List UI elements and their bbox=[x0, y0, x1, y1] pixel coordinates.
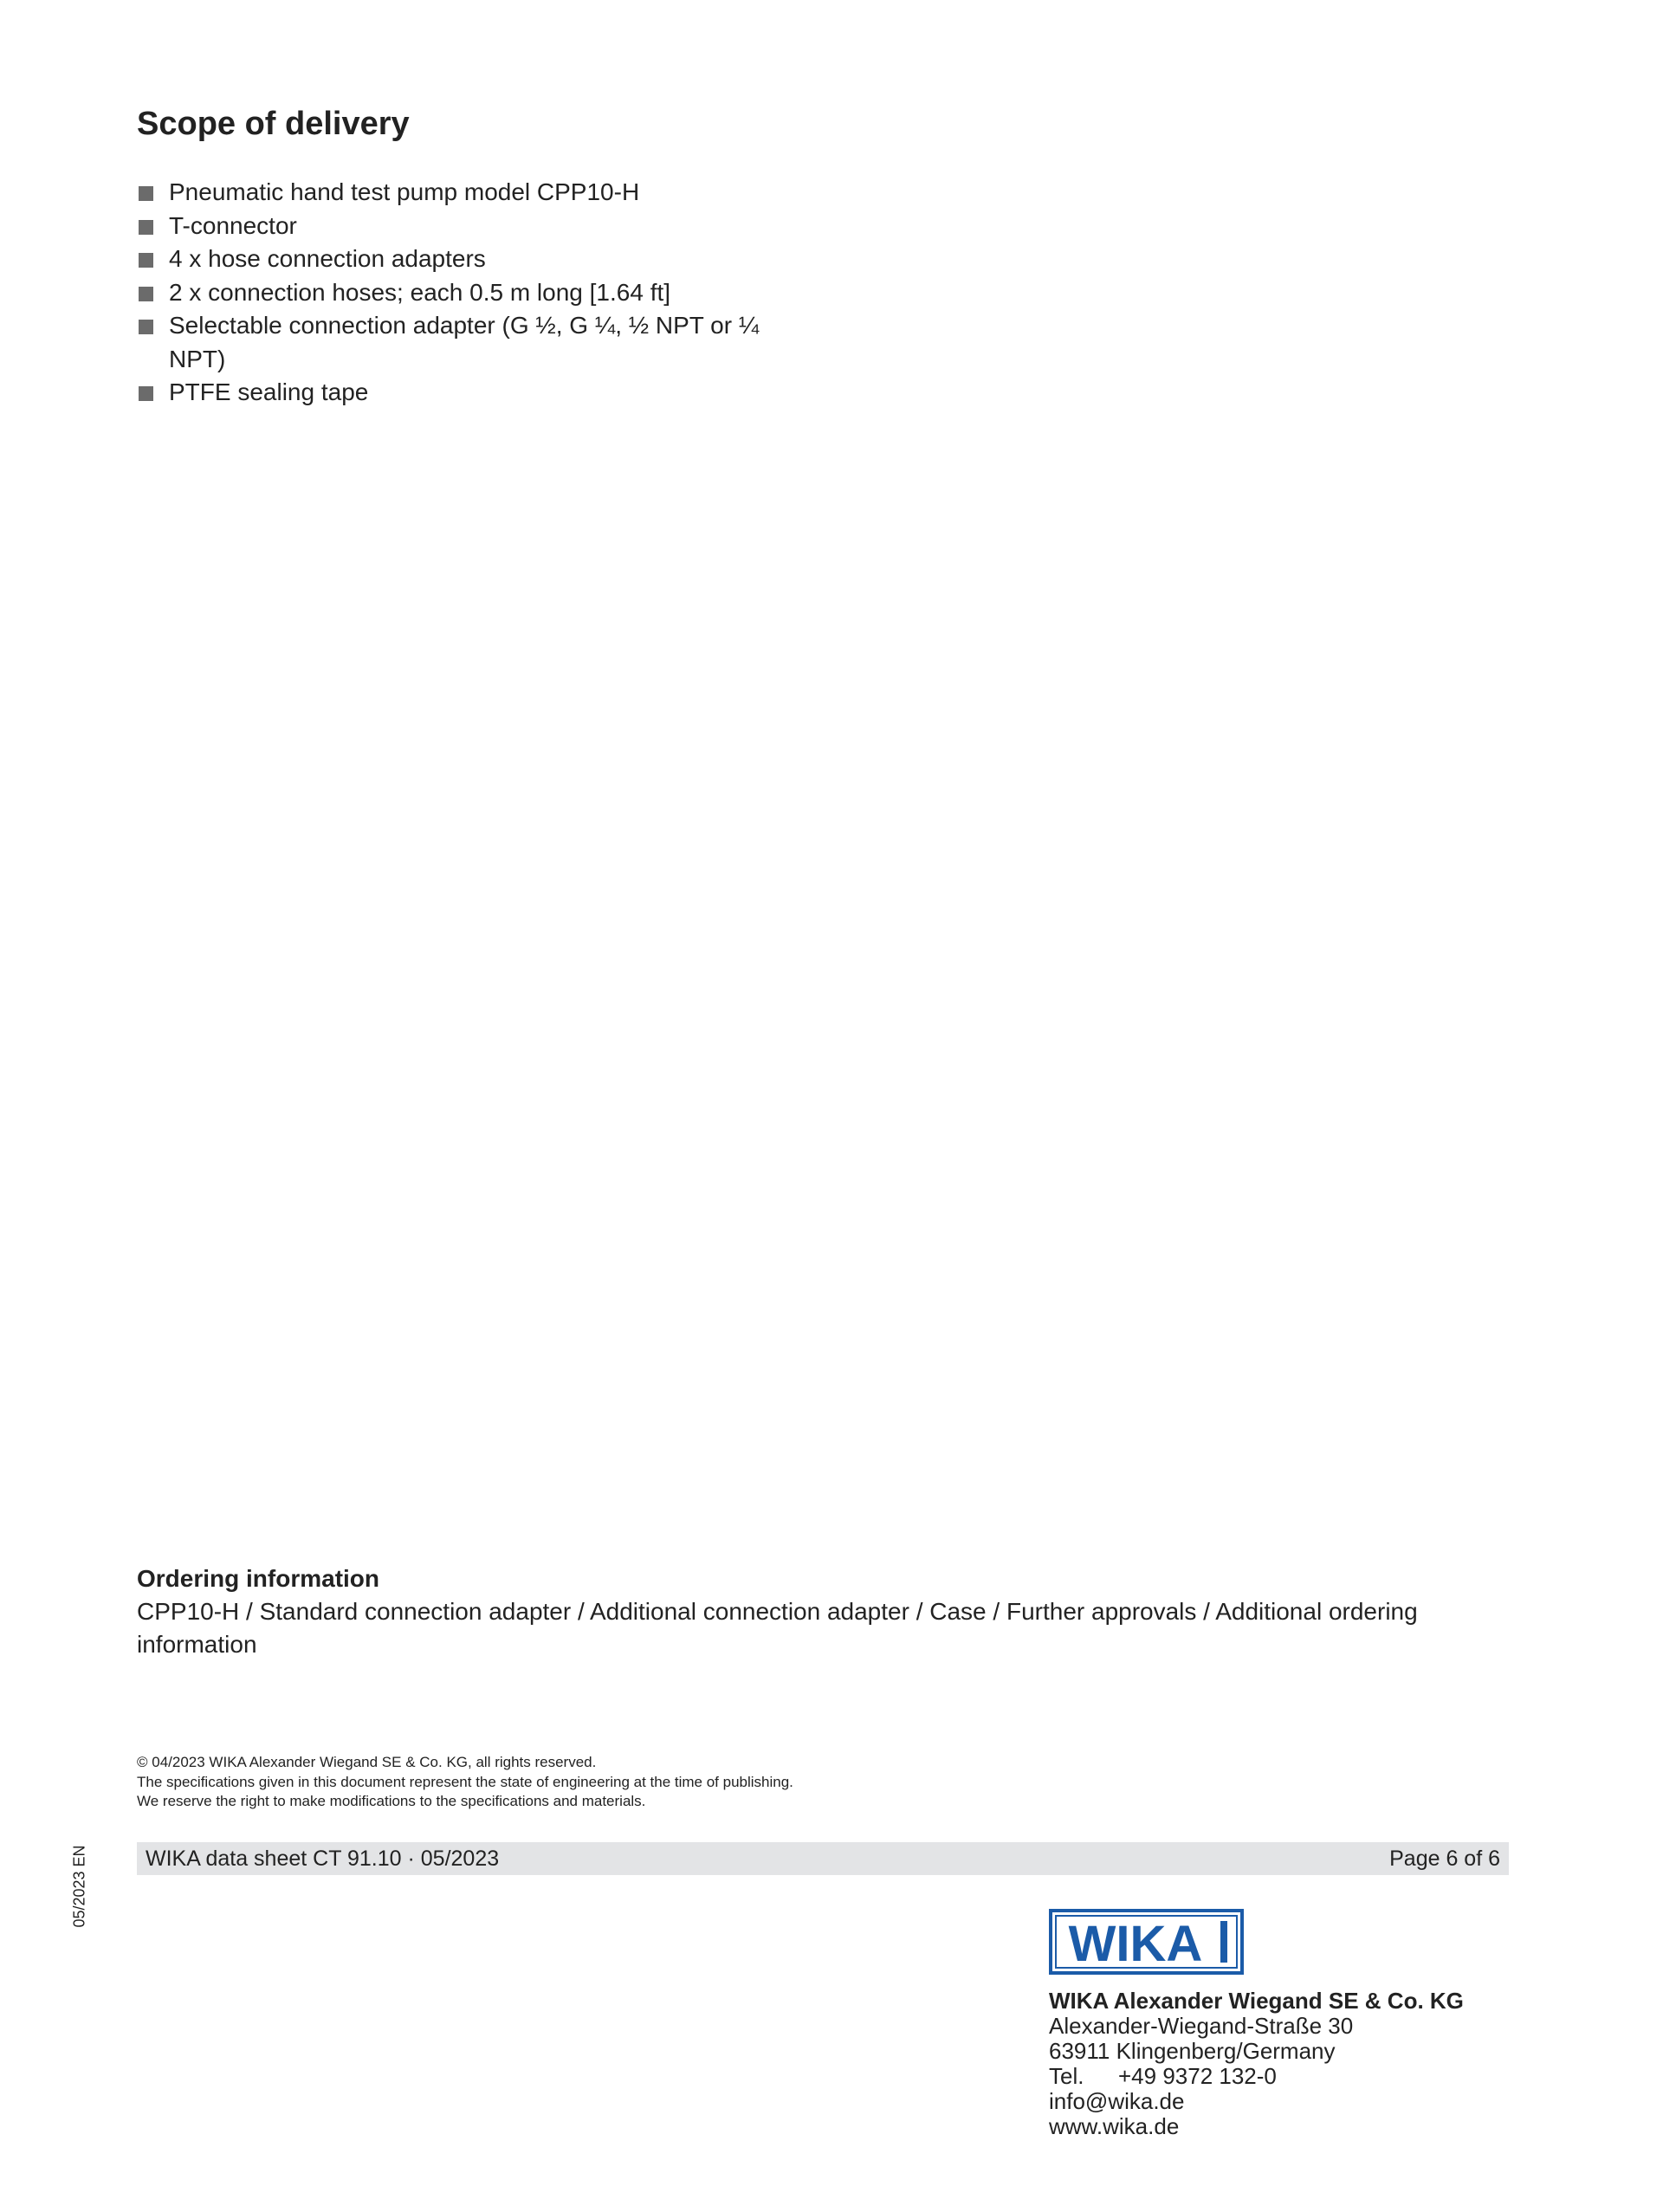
street-address: Alexander-Wiegand-Straße 30 bbox=[1049, 2013, 1354, 2039]
square-bullet-icon bbox=[139, 220, 153, 235]
wika-logo bbox=[1049, 1909, 1244, 1975]
telephone-number: +49 9372 132-0 bbox=[1118, 2063, 1277, 2089]
company-address bbox=[1049, 1989, 1569, 2139]
legal-text-line: We reserve the right to make modifications to the specifications and materials. bbox=[137, 1793, 646, 1809]
list-item bbox=[137, 210, 760, 243]
list-item-text: 2 x connection hoses; each 0.5 m long [1.64 ft] bbox=[169, 278, 671, 306]
company-name: WIKA Alexander Wiegand SE & Co. KG bbox=[1049, 1988, 1464, 2014]
legal-notice bbox=[137, 1753, 1090, 1812]
square-bullet-icon bbox=[139, 386, 153, 401]
datasheet-reference: WIKA data sheet CT 91.10 · 05/2023 bbox=[146, 1847, 500, 1871]
ordering-text: CPP10-H / Standard connection adapter / Additional connection adapter / Case / Further approvals / Additional ordering information bbox=[137, 1598, 1418, 1658]
email-address[interactable]: info@wika.de bbox=[1049, 2088, 1185, 2114]
list-item bbox=[137, 376, 760, 410]
telephone-line bbox=[1049, 2064, 1569, 2089]
logo-wordmark: WIKA bbox=[1068, 1916, 1203, 1972]
square-bullet-icon bbox=[139, 253, 153, 268]
side-date-label: 05/2023 EN bbox=[70, 1845, 88, 1928]
legal-text-line: The specifications given in this document represent the state of engineering at the time of publishing. bbox=[137, 1773, 793, 1790]
website-address[interactable]: www.wika.de bbox=[1049, 2113, 1180, 2139]
ordering-information bbox=[137, 1562, 1523, 1661]
ordering-title: Ordering information bbox=[137, 1565, 379, 1592]
list-item-text: T-connector bbox=[169, 211, 297, 239]
telephone-label: Tel. bbox=[1049, 2063, 1084, 2089]
list-item-text: Selectable connection adapter (G ½, G ¼, ½ NPT or ¼ NPT) bbox=[169, 312, 760, 372]
square-bullet-icon bbox=[139, 186, 153, 201]
section-title-scope: Scope of delivery bbox=[137, 106, 410, 142]
list-item-text: Pneumatic hand test pump model CPP10-H bbox=[169, 178, 640, 205]
square-bullet-icon bbox=[139, 320, 153, 334]
page-number: Page 6 of 6 bbox=[1389, 1847, 1500, 1871]
square-bullet-icon bbox=[139, 287, 153, 301]
list-item bbox=[137, 243, 760, 276]
list-item bbox=[137, 276, 760, 310]
delivery-list bbox=[137, 176, 760, 410]
city-address: 63911 Klingenberg/Germany bbox=[1049, 2038, 1336, 2064]
list-item bbox=[137, 176, 760, 210]
list-item-text: PTFE sealing tape bbox=[169, 378, 369, 405]
list-item bbox=[137, 309, 760, 376]
copyright-text: © 04/2023 WIKA Alexander Wiegand SE & Co. KG, all rights reserved. bbox=[137, 1754, 597, 1770]
list-item-text: 4 x hose connection adapters bbox=[169, 245, 486, 272]
footer-bar bbox=[137, 1842, 1509, 1875]
